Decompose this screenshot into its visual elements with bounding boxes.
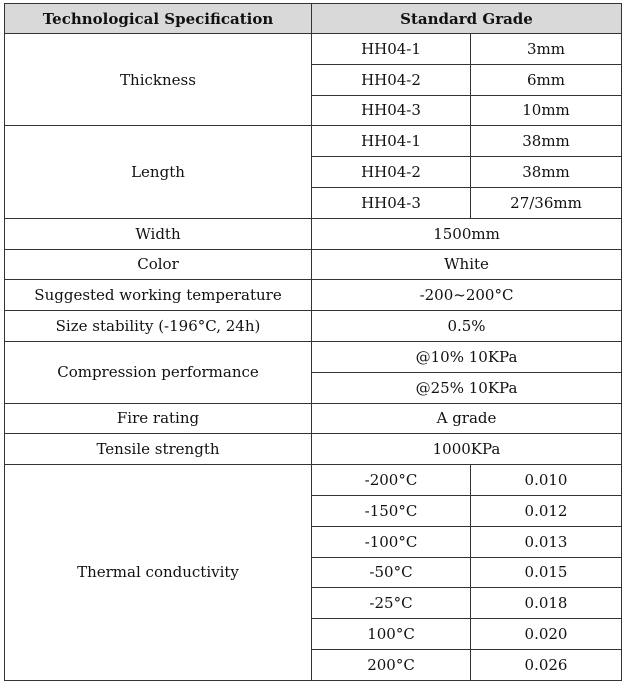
- thickness-value: 10mm: [471, 95, 622, 126]
- table-row: [5, 34, 622, 65]
- stability-value: 0.5%: [312, 311, 622, 342]
- header-spec: Technological Specification: [5, 4, 312, 34]
- fire-value: A grade: [312, 403, 622, 434]
- thickness-value: 3mm: [471, 34, 622, 65]
- table-row: [5, 249, 622, 280]
- length-value: 38mm: [471, 157, 622, 188]
- table-row: [5, 126, 622, 157]
- stability-label: Size stability (-196°C, 24h): [5, 311, 312, 342]
- thickness-label: Thickness: [5, 34, 312, 126]
- length-value: 38mm: [471, 126, 622, 157]
- width-label: Width: [5, 218, 312, 249]
- table-row: [5, 465, 622, 496]
- tensile-value: 1000KPa: [312, 434, 622, 465]
- thermal-value: 0.018: [471, 588, 622, 619]
- thickness-code: HH04-2: [312, 64, 471, 95]
- header-grade: Standard Grade: [312, 4, 622, 34]
- length-value: 27/36mm: [471, 187, 622, 218]
- tensile-label: Tensile strength: [5, 434, 312, 465]
- table-row: [5, 218, 622, 249]
- temperature-value: -200~200°C: [312, 280, 622, 311]
- table-row: [5, 434, 622, 465]
- thermal-temp: 100°C: [312, 619, 471, 650]
- thickness-code: HH04-3: [312, 95, 471, 126]
- thermal-value: 0.012: [471, 495, 622, 526]
- table-row: [5, 280, 622, 311]
- header-row: [5, 4, 622, 34]
- table-row: [5, 341, 622, 372]
- thermal-temp: -50°C: [312, 557, 471, 588]
- thermal-temp: 200°C: [312, 649, 471, 680]
- thickness-code: HH04-1: [312, 34, 471, 65]
- length-code: HH04-1: [312, 126, 471, 157]
- compression-value: @10% 10KPa: [312, 341, 622, 372]
- thermal-label: Thermal conductivity: [5, 465, 312, 681]
- compression-label: Compression performance: [5, 341, 312, 403]
- length-code: HH04-3: [312, 187, 471, 218]
- thermal-value: 0.020: [471, 619, 622, 650]
- thermal-temp: -25°C: [312, 588, 471, 619]
- thermal-value: 0.015: [471, 557, 622, 588]
- thermal-value: 0.026: [471, 649, 622, 680]
- thermal-temp: -200°C: [312, 465, 471, 496]
- compression-value: @25% 10KPa: [312, 372, 622, 403]
- width-value: 1500mm: [312, 218, 622, 249]
- thermal-temp: -100°C: [312, 526, 471, 557]
- temperature-label: Suggested working temperature: [5, 280, 312, 311]
- length-code: HH04-2: [312, 157, 471, 188]
- color-value: White: [312, 249, 622, 280]
- thermal-temp: -150°C: [312, 495, 471, 526]
- length-label: Length: [5, 126, 312, 218]
- fire-label: Fire rating: [5, 403, 312, 434]
- specification-table: [4, 3, 622, 681]
- thermal-value: 0.013: [471, 526, 622, 557]
- table-row: [5, 311, 622, 342]
- thickness-value: 6mm: [471, 64, 622, 95]
- table-row: [5, 403, 622, 434]
- color-label: Color: [5, 249, 312, 280]
- thermal-value: 0.010: [471, 465, 622, 496]
